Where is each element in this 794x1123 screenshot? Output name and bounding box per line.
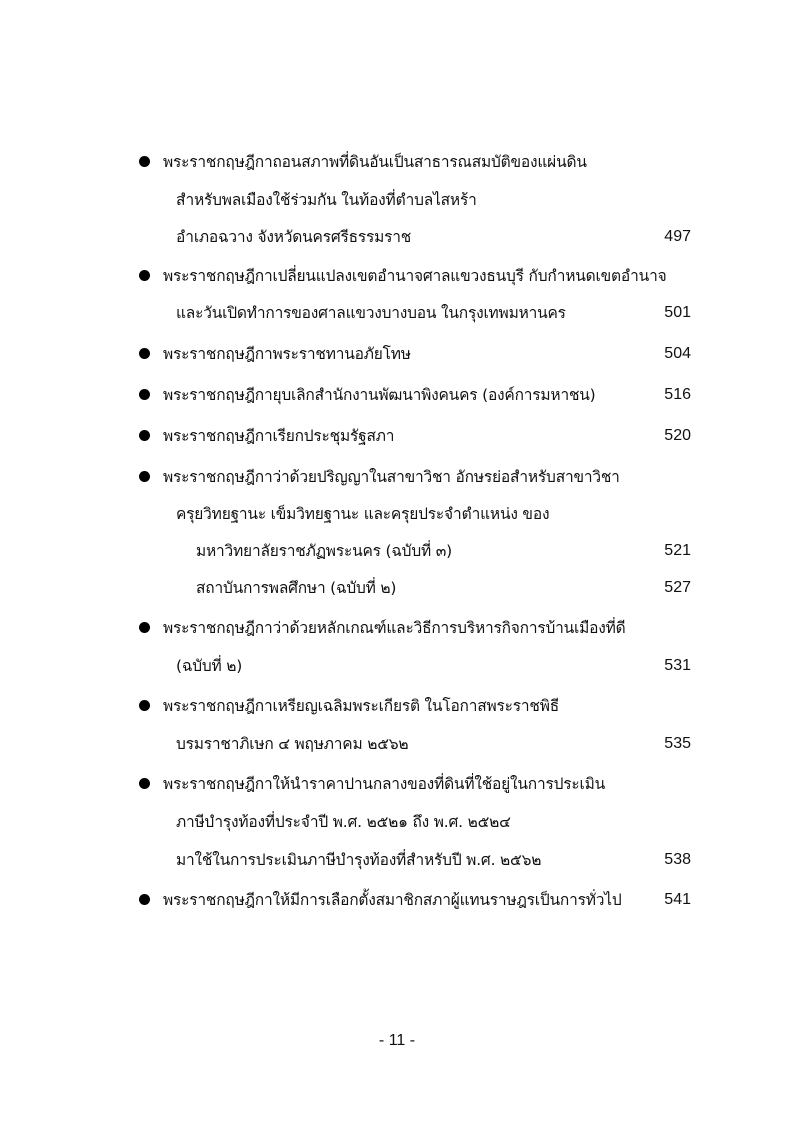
toc-entry-line (0, 223, 794, 251)
toc-entry-line (0, 340, 794, 368)
bullet-icon (139, 389, 150, 400)
bullet-icon (139, 622, 150, 633)
page-number: 538 (664, 851, 691, 868)
entry-title-continued: ภาษีบำรุงท้องที่ประจำปี พ.ศ. ๒๕๒๑ ถึง พ.ศ. ๒๕๒๔ (176, 813, 511, 831)
toc-entry-line (0, 614, 794, 642)
bullet-icon (139, 894, 150, 905)
toc-entry-line (0, 730, 794, 758)
sub-entry-title: มหาวิทยาลัยราชภัฏพระนคร (ฉบับที่ ๓) (196, 542, 452, 560)
toc-entry-line (0, 886, 794, 914)
bullet-icon (139, 270, 150, 281)
entry-title-continued: ครุยวิทยฐานะ เข็มวิทยฐานะ และครุยประจำตำแหน่ง ของ (176, 505, 550, 523)
page-number: 497 (664, 228, 691, 245)
toc-entry-line (0, 186, 794, 214)
toc-sub-entry (0, 574, 794, 602)
entry-title-continued: อำเภอฉวาง จังหวัดนครศรีธรรมราช (176, 228, 412, 246)
bullet-icon (139, 778, 150, 789)
entry-title: พระราชกฤษฎีกาเหรียญเฉลิมพระเกียรติ ในโอกาสพระราชพิธี (163, 697, 559, 715)
entry-title-continued: (ฉบับที่ ๒) (176, 657, 243, 675)
toc-entry-line (0, 770, 794, 798)
entry-title-continued: บรมราชาภิเษก ๔ พฤษภาคม ๒๕๖๒ (176, 735, 409, 753)
bullet-icon (139, 348, 150, 359)
toc-entry-line (0, 500, 794, 528)
sub-entry-title: สถาบันการพลศึกษา (ฉบับที่ ๒) (196, 579, 397, 597)
toc-entry-line (0, 652, 794, 680)
toc-entry-line (0, 262, 794, 290)
bullet-icon (139, 471, 150, 482)
entry-title: พระราชกฤษฎีกาว่าด้วยหลักเกณฑ์และวิธีการบริหารกิจการบ้านเมืองที่ดี (163, 619, 626, 637)
page-number: 541 (664, 891, 691, 908)
toc-entry-line (0, 299, 794, 327)
entry-title: พระราชกฤษฎีกายุบเลิกสำนักงานพัฒนาพิงคนคร (องค์การมหาชน) (163, 386, 596, 404)
page-number: 521 (664, 542, 691, 559)
entry-title: พระราชกฤษฎีกาให้นำราคาปานกลางของที่ดินที่ใช้อยู่ในการประเมิน (163, 775, 606, 793)
toc-entry-line (0, 808, 794, 836)
toc-entry-line (0, 692, 794, 720)
toc-entry-line (0, 381, 794, 409)
entry-title: พระราชกฤษฎีกาถอนสภาพที่ดินอันเป็นสาธารณสมบัติของแผ่นดิน (163, 153, 587, 171)
page-number: 535 (664, 735, 691, 752)
toc-entry-line (0, 422, 794, 450)
entry-title-continued: มาใช้ในการประเมินภาษีบำรุงท้องที่สำหรับปี พ.ศ. ๒๕๖๒ (176, 851, 542, 869)
entry-title-continued: และวันเปิดทำการของศาลแขวงบางบอน ในกรุงเทพมหานคร (176, 304, 566, 322)
entry-title: พระราชกฤษฎีกาพระราชทานอภัยโทษ (163, 345, 411, 363)
entry-title: พระราชกฤษฎีกาว่าด้วยปริญญาในสาขาวิชา อักษรย่อสำหรับสาขาวิชา (163, 468, 620, 486)
entry-title: พระราชกฤษฎีกาเรียกประชุมรัฐสภา (163, 427, 395, 445)
toc-entry-line (0, 846, 794, 874)
page-number: 520 (664, 427, 691, 444)
entry-title-continued: สำหรับพลเมืองใช้ร่วมกัน ในท้องที่ตำบลไสหร้า (176, 191, 477, 209)
toc-entry-line (0, 148, 794, 176)
toc-entry-line (0, 463, 794, 491)
toc-sub-entry (0, 537, 794, 565)
page-footer-number: - 11 - (378, 1032, 416, 1049)
page-number: 501 (664, 304, 691, 321)
page-number: 531 (664, 657, 691, 674)
bullet-icon (139, 430, 150, 441)
entry-title: พระราชกฤษฎีกาเปลี่ยนแปลงเขตอำนาจศาลแขวงธนบุรี กับกำหนดเขตอำนาจ (163, 267, 667, 285)
bullet-icon (139, 700, 150, 711)
page-number: 527 (664, 579, 691, 596)
entry-title: พระราชกฤษฎีกาให้มีการเลือกตั้งสมาชิกสภาผู้แทนราษฎรเป็นการทั่วไป (163, 891, 622, 909)
page-number: 504 (664, 345, 691, 362)
page-number: 516 (664, 386, 691, 403)
bullet-icon (139, 156, 150, 167)
